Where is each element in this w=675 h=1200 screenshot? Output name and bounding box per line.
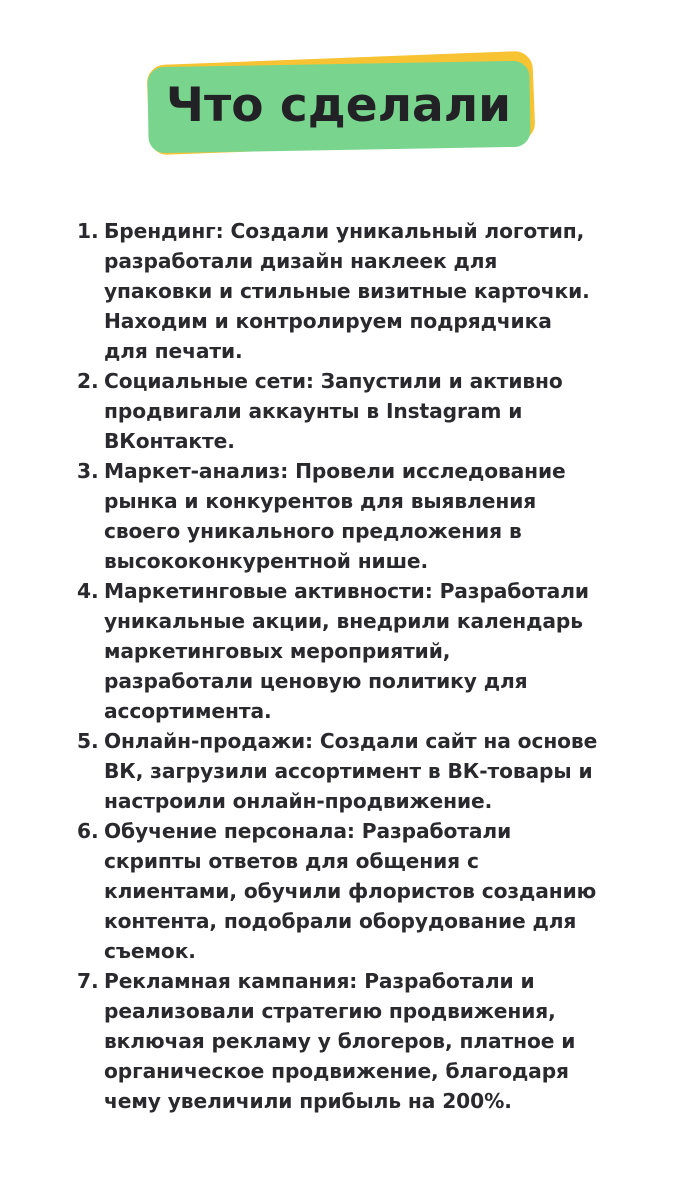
- list-item-line: реализовали стратегию продвижения,: [104, 999, 556, 1023]
- list-item-line: клиентами, обучили флористов созданию: [104, 879, 597, 903]
- list-item-line: скрипты ответов для общения с: [104, 849, 479, 873]
- page-title: Что сделали: [166, 77, 512, 133]
- list-item-number: 6.: [77, 819, 99, 843]
- list-item-marketing-activities: [0, 576, 675, 726]
- list-item-number: 1.: [77, 219, 99, 243]
- list-item-social-networks: [0, 366, 675, 456]
- list-item-line: ВК, загрузили ассортимент в ВК-товары и: [104, 759, 593, 783]
- list-item-line: Маркетинговые активности: Разработали: [104, 579, 589, 603]
- list-item-line: Брендинг: Создали уникальный логотип,: [104, 219, 585, 243]
- list-item-line: высококонкурентной нише.: [104, 549, 429, 573]
- list-item-line: продвигали аккаунты в Instagram и: [104, 399, 523, 423]
- list-item-line: разработали ценовую политику для: [104, 669, 528, 693]
- list-item-number: 3.: [77, 459, 99, 483]
- list-item-line: маркетинговых мероприятий,: [104, 639, 451, 663]
- list-item-line: органическое продвижение, благодаря: [104, 1059, 569, 1083]
- list-item-branding: [0, 216, 675, 366]
- heading-badge: [140, 52, 540, 162]
- list-item-staff-training: [0, 816, 675, 966]
- list-item-line: контента, подобрали оборудование для: [104, 909, 577, 933]
- list-item-line: Находим и контролируем подрядчика: [104, 309, 552, 333]
- list-item-line: Социальные сети: Запустили и активно: [104, 369, 563, 393]
- list-item-line: съемок.: [104, 939, 196, 963]
- list-item-number: 2.: [77, 369, 99, 393]
- list-item-online-sales: [0, 726, 675, 816]
- list-item-line: своего уникального предложения в: [104, 519, 522, 543]
- list-item-market-analysis: [0, 456, 675, 576]
- list-item-line: ассортимента.: [104, 699, 272, 723]
- list-item-number: 7.: [77, 969, 99, 993]
- list-item-line: упаковки и стильные визитные карточки.: [104, 279, 590, 303]
- list-item-line: Рекламная кампания: Разработали и: [104, 969, 535, 993]
- list-item-line: для печати.: [104, 339, 243, 363]
- list-item-line: ВКонтакте.: [104, 429, 235, 453]
- list-item-line: рынка и конкурентов для выявления: [104, 489, 537, 513]
- list-item-line: разработали дизайн наклеек для: [104, 249, 498, 273]
- achievements-list: [0, 216, 675, 1116]
- list-item-ad-campaign: [0, 966, 675, 1116]
- list-item-line: Онлайн-продажи: Создали сайт на основе: [104, 729, 598, 753]
- list-item-line: включая рекламу у блогеров, платное и: [104, 1029, 576, 1053]
- badge-highlight-shape: [147, 61, 530, 154]
- list-item-number: 4.: [77, 579, 99, 603]
- list-item-line: настроили онлайн-продвижение.: [104, 789, 493, 813]
- list-item-line: Маркет-анализ: Провели исследование: [104, 459, 566, 483]
- list-item-number: 5.: [77, 729, 99, 753]
- list-item-line: чему увеличили прибыль на 200%.: [104, 1089, 512, 1113]
- list-item-line: Обучение персонала: Разработали: [104, 819, 512, 843]
- list-item-line: уникальные акции, внедрили календарь: [104, 609, 583, 633]
